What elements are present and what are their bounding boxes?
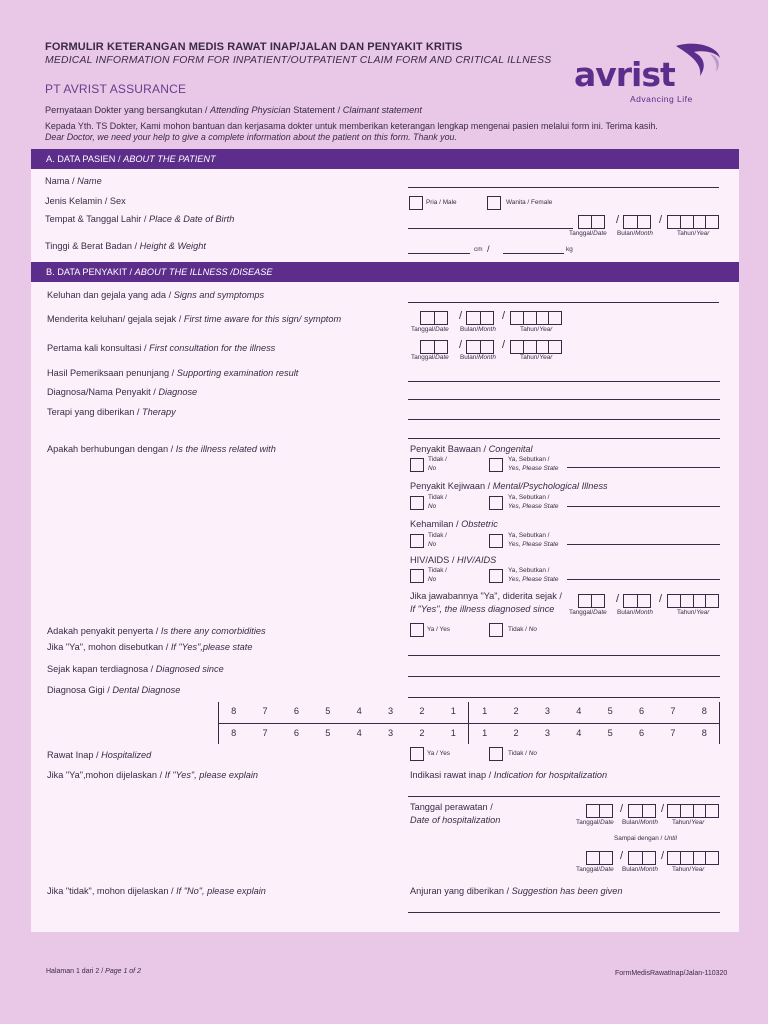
- aware-day-boxes[interactable]: [420, 311, 448, 325]
- tooth-left-5[interactable]: 5: [607, 706, 613, 716]
- hosp-from-month-slash: /: [661, 803, 665, 815]
- dental-input[interactable]: [408, 697, 720, 698]
- hosp-from-month-label: Bulan/Month: [622, 819, 658, 826]
- company-name: PT AVRIST ASSURANCE: [45, 82, 187, 96]
- birth-year-label: Tahun/Year: [677, 230, 710, 237]
- tooth-left-3[interactable]: 3: [544, 728, 550, 738]
- hosp-date-label-en: Date of hospitalization: [410, 815, 501, 825]
- dental-label: Diagnosa Gigi / Dental Diagnose: [47, 685, 181, 695]
- birth-date-slash: /: [616, 214, 620, 226]
- tooth-right-1[interactable]: 1: [450, 706, 456, 716]
- hosp-to-month-label: Bulan/Month: [622, 866, 658, 873]
- tooth-right-2[interactable]: 2: [419, 728, 425, 738]
- letter-en: Dear Doctor, we need your help to give a complete information about the patient on this form. Thank you.: [45, 132, 457, 142]
- mental-state-input[interactable]: [567, 506, 720, 507]
- obstetric-yes-label: Ya, Sebutkan / Yes, Please State: [508, 532, 559, 548]
- congenital-no-checkbox[interactable]: [410, 458, 424, 472]
- tooth-right-5[interactable]: 5: [325, 728, 331, 738]
- tooth-right-5[interactable]: 5: [325, 706, 331, 716]
- since-label-id: Jika jawabannya "Ya", diderita sejak /: [410, 591, 562, 601]
- hospitalized-yes-label: Ya / Yes: [427, 750, 450, 757]
- indication-input[interactable]: [408, 796, 720, 797]
- section-a-header: A. DATA PASIEN / ABOUT THE PATIENT: [31, 149, 739, 169]
- male-label: Pria / Male: [426, 199, 457, 206]
- tooth-left-1[interactable]: 1: [482, 728, 488, 738]
- tooth-right-3[interactable]: 3: [388, 706, 394, 716]
- aware-day-slash: /: [459, 310, 463, 322]
- dental-chart-lower[interactable]: [218, 724, 720, 743]
- related-label: Apakah berhubungan dengan / Is the illness related with: [47, 444, 276, 454]
- obstetric-label: Kehamilan / Obstetric: [410, 519, 498, 529]
- aware-date-label: Tanggal/Date: [411, 326, 449, 333]
- avrist-swoosh-icon: [672, 42, 724, 80]
- hiv-label: HIV/AIDS / HIV/AIDS: [410, 555, 497, 565]
- hosp-from-date-label: Tanggal/Date: [576, 819, 614, 826]
- tooth-left-2[interactable]: 2: [513, 706, 519, 716]
- tooth-right-4[interactable]: 4: [356, 728, 362, 738]
- consult-year-label: Tahun/Year: [520, 354, 553, 361]
- since-month-boxes[interactable]: [623, 594, 651, 608]
- tooth-left-7[interactable]: 7: [670, 728, 676, 738]
- hiv-yes-checkbox[interactable]: [489, 569, 503, 583]
- height-input[interactable]: [408, 253, 470, 254]
- weight-input[interactable]: [503, 253, 564, 254]
- hosp-to-year-boxes[interactable]: [667, 851, 719, 865]
- hiv-state-input[interactable]: [567, 579, 720, 580]
- obstetric-no-checkbox[interactable]: [410, 534, 424, 548]
- consult-month-slash: /: [502, 339, 506, 351]
- suggestion-label: Anjuran yang diberikan / Suggestion has been given: [410, 886, 623, 896]
- tooth-right-8[interactable]: 8: [231, 706, 237, 716]
- comorbidity-no-checkbox[interactable]: [489, 623, 503, 637]
- consult-month-boxes[interactable]: [466, 340, 494, 354]
- hosp-from-year-boxes[interactable]: [667, 804, 719, 818]
- logo-tagline: Advancing Life: [630, 94, 693, 104]
- tooth-right-1[interactable]: 1: [450, 728, 456, 738]
- tooth-left-8[interactable]: 8: [701, 728, 707, 738]
- section-b-header: B. DATA PENYAKIT / ABOUT THE ILLNESS /DISEASE: [31, 262, 739, 282]
- tooth-left-5[interactable]: 5: [607, 728, 613, 738]
- congenital-no-label: Tidak / No: [428, 456, 447, 472]
- congenital-state-input[interactable]: [567, 467, 720, 468]
- exam-label: Hasil Pemeriksaan penunjang / Supporting examination result: [47, 368, 299, 378]
- comorbidity-label: Adakah penyakit penyerta / Is there any comorbidities: [47, 626, 266, 636]
- height-weight-label: Tinggi & Berat Badan / Height & Weight: [45, 241, 206, 251]
- tooth-left-6[interactable]: 6: [639, 706, 645, 716]
- since-month-slash: /: [659, 593, 663, 605]
- mental-yes-checkbox[interactable]: [489, 496, 503, 510]
- cm-unit: cm: [474, 246, 483, 253]
- birth-month-boxes[interactable]: [623, 215, 651, 229]
- birth-day-boxes[interactable]: [578, 215, 605, 229]
- consult-day-boxes[interactable]: [420, 340, 448, 354]
- mental-yes-label: Ya, Sebutkan / Yes, Please State: [508, 494, 559, 510]
- birth-month-slash: /: [659, 214, 663, 226]
- hosp-from-day-slash: /: [620, 803, 624, 815]
- tooth-left-3[interactable]: 3: [544, 706, 550, 716]
- hosp-to-day-boxes[interactable]: [586, 851, 613, 865]
- form-title-id: FORMULIR KETERANGAN MEDIS RAWAT INAP/JALAN DAN PENYAKIT KRITIS: [45, 41, 463, 53]
- birth-month-label: Bulan/Month: [617, 230, 653, 237]
- aware-year-label: Tahun/Year: [520, 326, 553, 333]
- comorbidity-no-label: Tidak / No: [508, 626, 537, 633]
- birth-date-label: Tanggal/Date: [569, 230, 607, 237]
- hosp-date-label-id: Tanggal perawatan /: [410, 802, 493, 812]
- since-year-label: Tahun/Year: [677, 609, 710, 616]
- aware-label: Menderita keluhan/ gejala sejak / First time aware for this sign/ symptom: [47, 314, 342, 324]
- female-checkbox[interactable]: [487, 196, 501, 210]
- hospitalized-no-checkbox[interactable]: [489, 747, 503, 761]
- diagnosed-since-input[interactable]: [408, 676, 720, 677]
- explain-no-label: Jika "tidak", mohon dijelaskan / If "No", please explain: [47, 886, 266, 896]
- tooth-left-4[interactable]: 4: [576, 728, 582, 738]
- therapy-label: Terapi yang diberikan / Therapy: [47, 407, 176, 417]
- letter-id: Kepada Yth. TS Dokter, Kami mohon bantuan dan kerjasama dokter untuk memberikan keterangan lengkap mengenai pasien melalui form ini. Terima kasih.: [45, 121, 658, 131]
- tooth-left-8[interactable]: 8: [701, 706, 707, 716]
- hospitalized-yes-checkbox[interactable]: [410, 747, 424, 761]
- dental-chart-upper[interactable]: [218, 702, 720, 721]
- tooth-left-4[interactable]: 4: [576, 706, 582, 716]
- tooth-right-4[interactable]: 4: [356, 706, 362, 716]
- exam-input[interactable]: [408, 381, 720, 382]
- form-code: FormMedisRawatInap/Jalan-110320: [615, 970, 728, 977]
- hosp-to-month-slash: /: [661, 850, 665, 862]
- obstetric-state-input[interactable]: [567, 544, 720, 545]
- therapy-input-2[interactable]: [408, 438, 720, 439]
- logo-wordmark: avrist: [574, 55, 675, 94]
- diagnose-input[interactable]: [408, 399, 720, 400]
- hw-slash: /: [487, 244, 490, 254]
- comorbidity-state-input[interactable]: [408, 655, 720, 656]
- tooth-right-2[interactable]: 2: [419, 706, 425, 716]
- hosp-to-year-label: Tahun/Year: [672, 866, 705, 873]
- until-label: Sampai dengan / Until: [614, 835, 677, 842]
- tooth-right-8[interactable]: 8: [231, 728, 237, 738]
- male-checkbox[interactable]: [409, 196, 423, 210]
- complaint-label: Keluhan dan gejala yang ada / Signs and symptomps: [47, 290, 265, 300]
- hosp-from-year-label: Tahun/Year: [672, 819, 705, 826]
- diagnosed-since-label: Sejak kapan terdiagnosa / Diagnosed since: [47, 664, 224, 674]
- aware-month-slash: /: [502, 310, 506, 322]
- kg-unit: kg: [566, 246, 573, 253]
- aware-month-label: Bulan/Month: [460, 326, 496, 333]
- name-input[interactable]: [408, 187, 719, 188]
- tooth-right-6[interactable]: 6: [293, 706, 299, 716]
- consult-label: Pertama kali konsultasi / First consultation for the illness: [47, 343, 276, 353]
- hosp-to-date-label: Tanggal/Date: [576, 866, 614, 873]
- congenital-yes-label: Ya, Sebutkan / Yes, Please State: [508, 456, 559, 472]
- therapy-input[interactable]: [408, 419, 720, 420]
- tooth-left-6[interactable]: 6: [639, 728, 645, 738]
- since-day-boxes[interactable]: [578, 594, 605, 608]
- congenital-label: Penyakit Bawaan / Congenital: [410, 444, 533, 454]
- female-label: Wanita / Female: [506, 199, 553, 206]
- tooth-right-7[interactable]: 7: [262, 728, 268, 738]
- aware-month-boxes[interactable]: [466, 311, 494, 325]
- name-label: Nama / Name: [45, 176, 102, 186]
- suggestion-input[interactable]: [408, 912, 720, 913]
- consult-month-label: Bulan/Month: [460, 354, 496, 361]
- hosp-from-month-boxes[interactable]: [628, 804, 656, 818]
- complaint-input[interactable]: [408, 302, 719, 303]
- form-title-en: MEDICAL INFORMATION FORM FOR INPATIENT/OUTPATIENT CLAIM FORM AND CRITICAL ILLNESS: [45, 55, 552, 66]
- explain-yes-label: Jika "Ya",mohon dijelaskan / If "Yes", please explain: [47, 770, 259, 780]
- hiv-yes-label: Ya, Sebutkan / Yes, Please State: [508, 567, 559, 583]
- indication-label: Indikasi rawat inap / Indication for hospitalization: [410, 770, 608, 780]
- birth-label: Tempat & Tanggal Lahir / Place & Date of Birth: [45, 214, 235, 224]
- page-number: Halaman 1 dari 2 / Page 1 of 2: [46, 968, 141, 975]
- comorbidity-yes-label: Ya / Yes: [427, 626, 450, 633]
- consult-day-slash: /: [459, 339, 463, 351]
- mental-no-label: Tidak / No: [428, 494, 447, 510]
- mental-no-checkbox[interactable]: [410, 496, 424, 510]
- tooth-right-7[interactable]: 7: [262, 706, 268, 716]
- hospitalized-label: Rawat Inap / Hospitalized: [47, 750, 152, 760]
- consult-year-boxes[interactable]: [510, 340, 562, 354]
- birth-place-input[interactable]: [408, 228, 573, 229]
- consult-date-label: Tanggal/Date: [411, 354, 449, 361]
- tooth-right-6[interactable]: 6: [293, 728, 299, 738]
- tooth-left-1[interactable]: 1: [482, 706, 488, 716]
- tooth-left-2[interactable]: 2: [513, 728, 519, 738]
- obstetric-no-label: Tidak / No: [428, 532, 447, 548]
- tooth-left-7[interactable]: 7: [670, 706, 676, 716]
- since-label-en: If "Yes", the illness diagnosed since: [410, 604, 555, 614]
- hiv-no-checkbox[interactable]: [410, 569, 424, 583]
- hosp-to-month-boxes[interactable]: [628, 851, 656, 865]
- obstetric-yes-checkbox[interactable]: [489, 534, 503, 548]
- hosp-to-day-slash: /: [620, 850, 624, 862]
- aware-year-boxes[interactable]: [510, 311, 562, 325]
- sex-label: Jenis Kelamin / Sex: [45, 196, 126, 206]
- hosp-from-day-boxes[interactable]: [586, 804, 613, 818]
- since-date-label: Tanggal/Date: [569, 609, 607, 616]
- physician-statement: Pernyataan Dokter yang bersangkutan / Attending Physician Statement / Claimant statement: [45, 105, 422, 115]
- since-month-label: Bulan/Month: [617, 609, 653, 616]
- hiv-no-label: Tidak / No: [428, 567, 447, 583]
- diagnose-label: Diagnosa/Nama Penyakit / Diagnose: [47, 387, 198, 397]
- since-day-slash: /: [616, 593, 620, 605]
- birth-year-boxes[interactable]: [667, 215, 719, 229]
- comorbidity-yes-checkbox[interactable]: [410, 623, 424, 637]
- congenital-yes-checkbox[interactable]: [489, 458, 503, 472]
- hospitalized-no-label: Tidak / No: [508, 750, 537, 757]
- comorbidity-state-label: Jika "Ya", mohon disebutkan / If "Yes",please state: [47, 642, 253, 652]
- tooth-right-3[interactable]: 3: [388, 728, 394, 738]
- since-year-boxes[interactable]: [667, 594, 719, 608]
- mental-label: Penyakit Kejiwaan / Mental/Psychological Illness: [410, 481, 608, 491]
